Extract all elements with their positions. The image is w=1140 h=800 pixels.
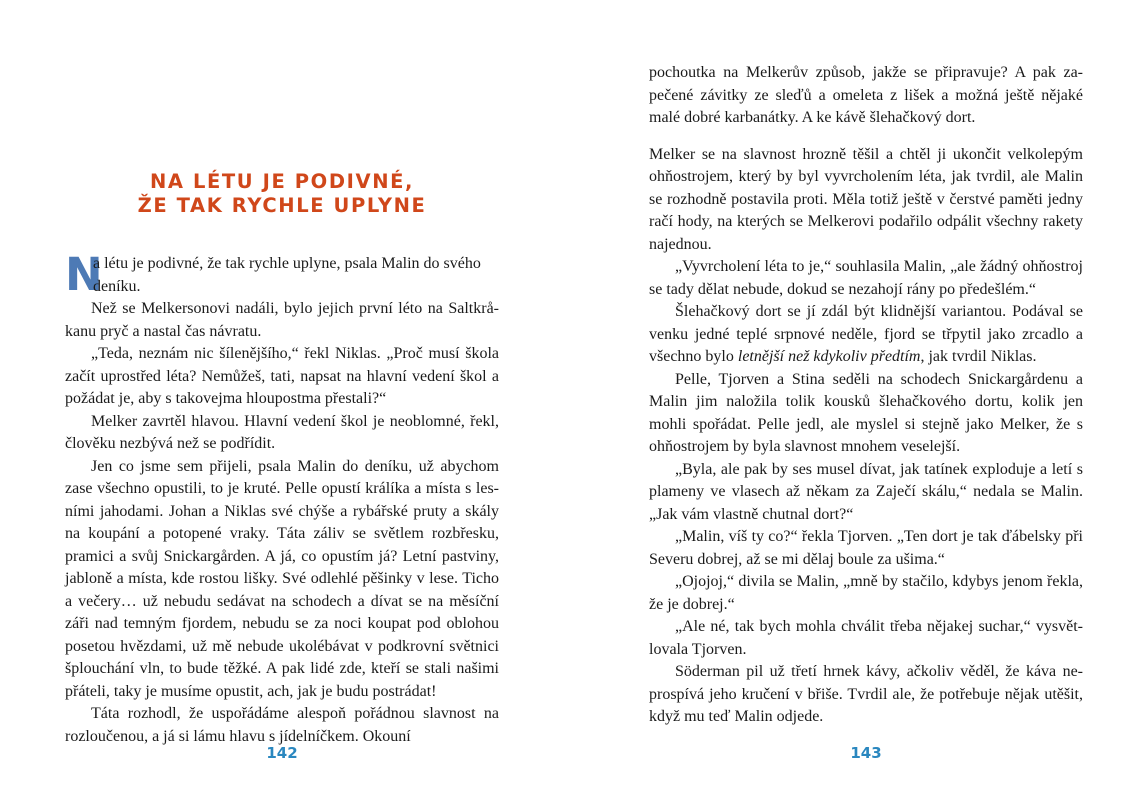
paragraph: Melker se na slavnost hrozně těšil a chtěl ji ukončit velkolepým ohňostrojem, který by byl vyvrcholením léta, jak tvrdil, ale Malin se rozhodně postavila proti. Měla totiž ještě v čerstvé paměti jedny račí hody, na kterých se Melkerovi podařilo odpálit všechny rakety najednou. [649,145,1083,253]
paragraph: Než se Melkersonovi nadáli, bylo jejich první léto na Saltkråkanu pryč a nastal čas návratu. [65,300,499,340]
paragraph-text: , jak tvrdil Niklas. [920,348,1037,365]
page-number-right: 143 [850,744,882,762]
paragraph: Söderman pil už třetí hrnek kávy, ačkoliv věděl, že káva neprospívá jeho kručení v břiše. Tvrdil ale, že potřebuje nějak utěšit, když mu teď Malin odjede. [649,663,1083,725]
paragraph: „Ojojoj,“ divila se Malin, „mně by stačilo, kdybys jenom řekla, že je dobrej.“ [649,573,1083,613]
opening-line-2: deníku. [93,277,141,295]
paragraph: pochoutka na Melkerův způsob, jakže se připravuje? A pak zapečené závitky ze sleďů a omeleta z lišek a možná ještě nějaké malé dobré karbanátky. A ke kávě šlehačkový dort. [649,64,1083,126]
opening-line-1: a létu je podivné, že tak rychle uplyne, psala Malin do svého [93,255,481,272]
paragraph: „Malin, víš ty co?“ řekla Tjorven. „Ten dort je tak ďábelsky při Severu dobrej, až se mi dělaj boule za ušima.“ [649,528,1083,568]
paragraph: Táta rozhodl, že uspořádáme alespoň pořádnou slavnost na rozloučenou, a já si lámu hlavu s jídelníčkem. Okouní [65,705,499,745]
chapter-title-line-2: ŽE TAK RYCHLE UPLYNE [137,194,427,217]
right-page-text [649,62,1083,729]
italic-phrase: letnější než kdykoliv předtím [737,348,921,365]
paragraph: „Byla, ale pak by ses musel dívat, jak tatínek exploduje a letí s plameny ve vlasech až někam za Zaječí skálu,“ nedala se Malin. „Jak vám vlastně chutnal dort?“ [649,460,1083,523]
chapter-title [65,170,499,218]
left-page-text [65,248,499,748]
page-number-left: 142 [266,744,298,762]
paragraph-text: Šlehačkový dort se jí zdál být klidnější variantou. Podával se venku jedné teplé srpnové neděle, fjord se třpytil jako zrcadlo a všechno bylo [649,303,1083,365]
paragraph: „Ale né, tak bych mohla chválit třeba nějakej suchar,“ vysvětlovala Tjorven. [649,618,1083,658]
paragraph: Melker zavrtěl hlavou. Hlavní vedení škol je neoblomné, řekl, člověku nezbývá než se podřídit. [65,412,499,452]
paragraph: „Vyvrcholení léta to je,“ souhlasila Malin, „ale žádný ohňostroj se tady dělat nebude, dokud se nezahojí rány po předešlém.“ [649,258,1083,298]
paragraph: „Teda, neznám nic šílenějšího,“ řekl Niklas. „Proč musí škola začít uprostřed léta? Nemůžeš, tati, napsat na hlavní vedení škol a požádat je, aby s takovejma hloupostma přestali?“ [65,345,499,407]
paragraph [649,301,1083,369]
chapter-title-line-1: NA LÉTU JE PODIVNÉ, [149,170,415,193]
paragraph: Pelle, Tjorven a Stina seděli na schodech Snickargårdenu a Malin jim naložila tolik kousků šlehačkového dortu, kolik jen mohli spořádat. Pelle jedl, ale myslel si stejně jako Melker, že s ohňostrojem by byla slavnost mnohem veselejší. [649,370,1083,455]
drop-cap: N [65,248,103,301]
paragraph: Jen co jsme sem přijeli, psala Malin do deníku, už abychom zase všechno opustili, to je kruté. Pelle opustí králíka a místa s lesními jahodami. Johan a Niklas své chýše a rybářské pruty a skály na koupání a potopené vraky. Táta záliv se světlem rozbřesku, pramici a svůj Snickargården. A já, co opustím já? Letní pastviny, jabloně a místa, kde rostou lišky. Své odlehlé pěšinky v lese. Ticho a večery… už nebudu sedávat na schodech a dívat se na měsíční záři nad temným fjordem, nebudu se za noci koupat pod oblohou posetou hvězdami, už mě nebude ukolébávat v podkrovní světnici šplouchání vln, to bude těžké. A pak lidé zde, kteří se stali našimi přáteli, taky je musíme opustit, ach, jak je budu postrádat! [65,457,499,700]
